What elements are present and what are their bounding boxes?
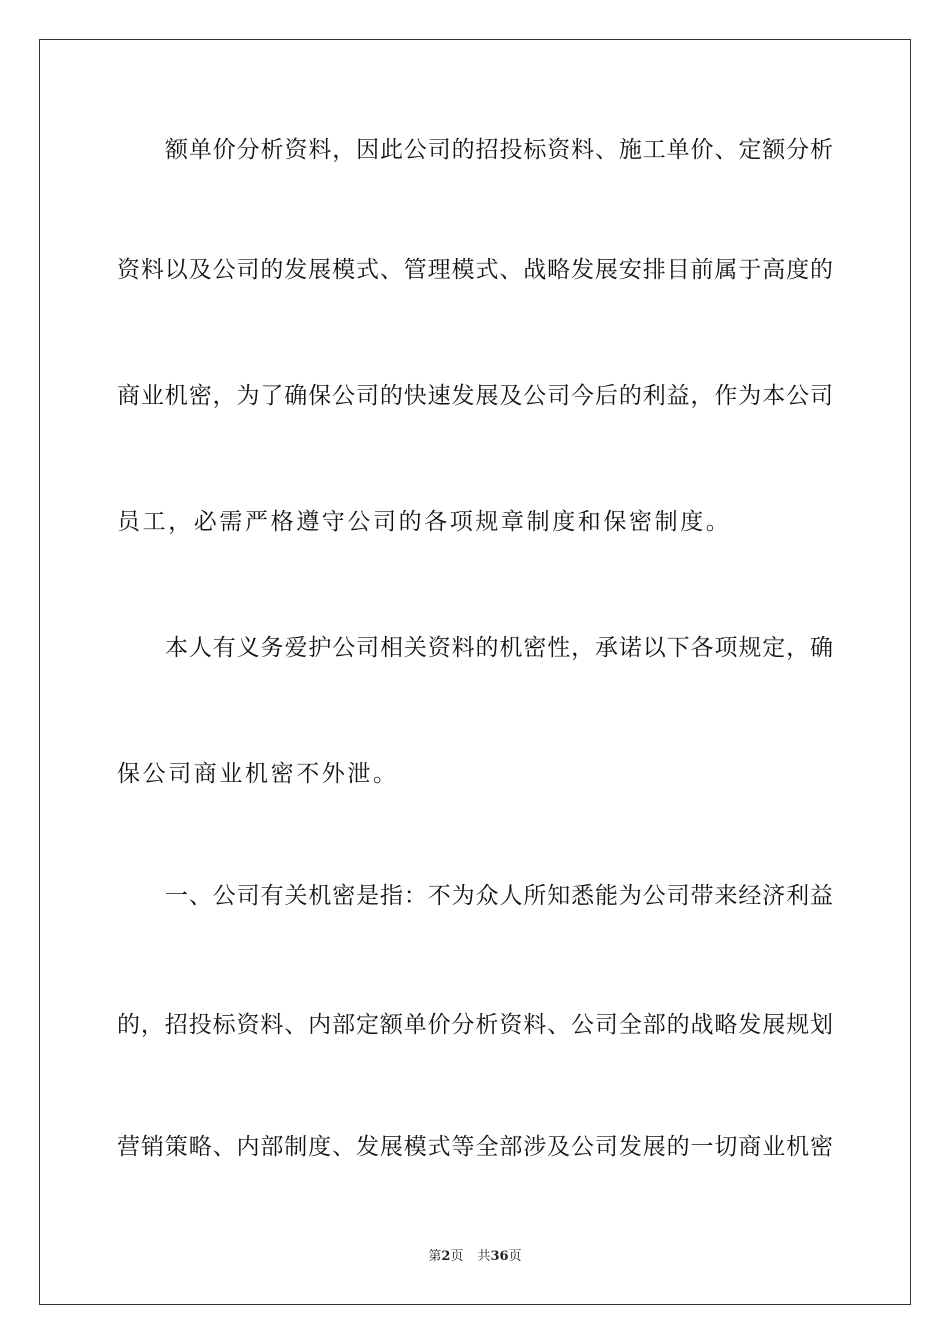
text-line: 本人有义务爱护公司相关资料的机密性，承诺以下各项规定，确 xyxy=(165,635,833,661)
page-prefix: 第 xyxy=(428,1249,442,1264)
page-number: 2 xyxy=(441,1249,451,1264)
page-suffix: 页 xyxy=(450,1249,464,1264)
text-line: 保公司商业机密不外泄。 xyxy=(117,761,399,787)
text-line: 一、公司有关机密是指：不为众人所知悉能为公司带来经济利益 xyxy=(165,883,833,909)
page-footer xyxy=(0,1248,950,1266)
total-suffix: 页 xyxy=(508,1249,522,1264)
text-line: 资料以及公司的发展模式、管理模式、战略发展安排目前属于高度的 xyxy=(117,257,833,283)
text-line: 的，招投标资料、内部定额单价分析资料、公司全部的战略发展规划 xyxy=(117,1012,833,1038)
text-line: 商业机密，为了确保公司的快速发展及公司今后的利益，作为本公司 xyxy=(117,383,833,409)
text-line: 员工，必需严格遵守公司的各项规章制度和保密制度。 xyxy=(117,509,732,535)
text-line: 额单价分析资料，因此公司的招投标资料、施工单价、定额分析 xyxy=(165,137,833,163)
text-line: 营销策略、内部制度、发展模式等全部涉及公司发展的一切商业机密 xyxy=(117,1134,833,1160)
page-border xyxy=(39,39,911,1305)
total-prefix: 共 xyxy=(477,1249,491,1264)
total-pages: 36 xyxy=(490,1249,509,1264)
